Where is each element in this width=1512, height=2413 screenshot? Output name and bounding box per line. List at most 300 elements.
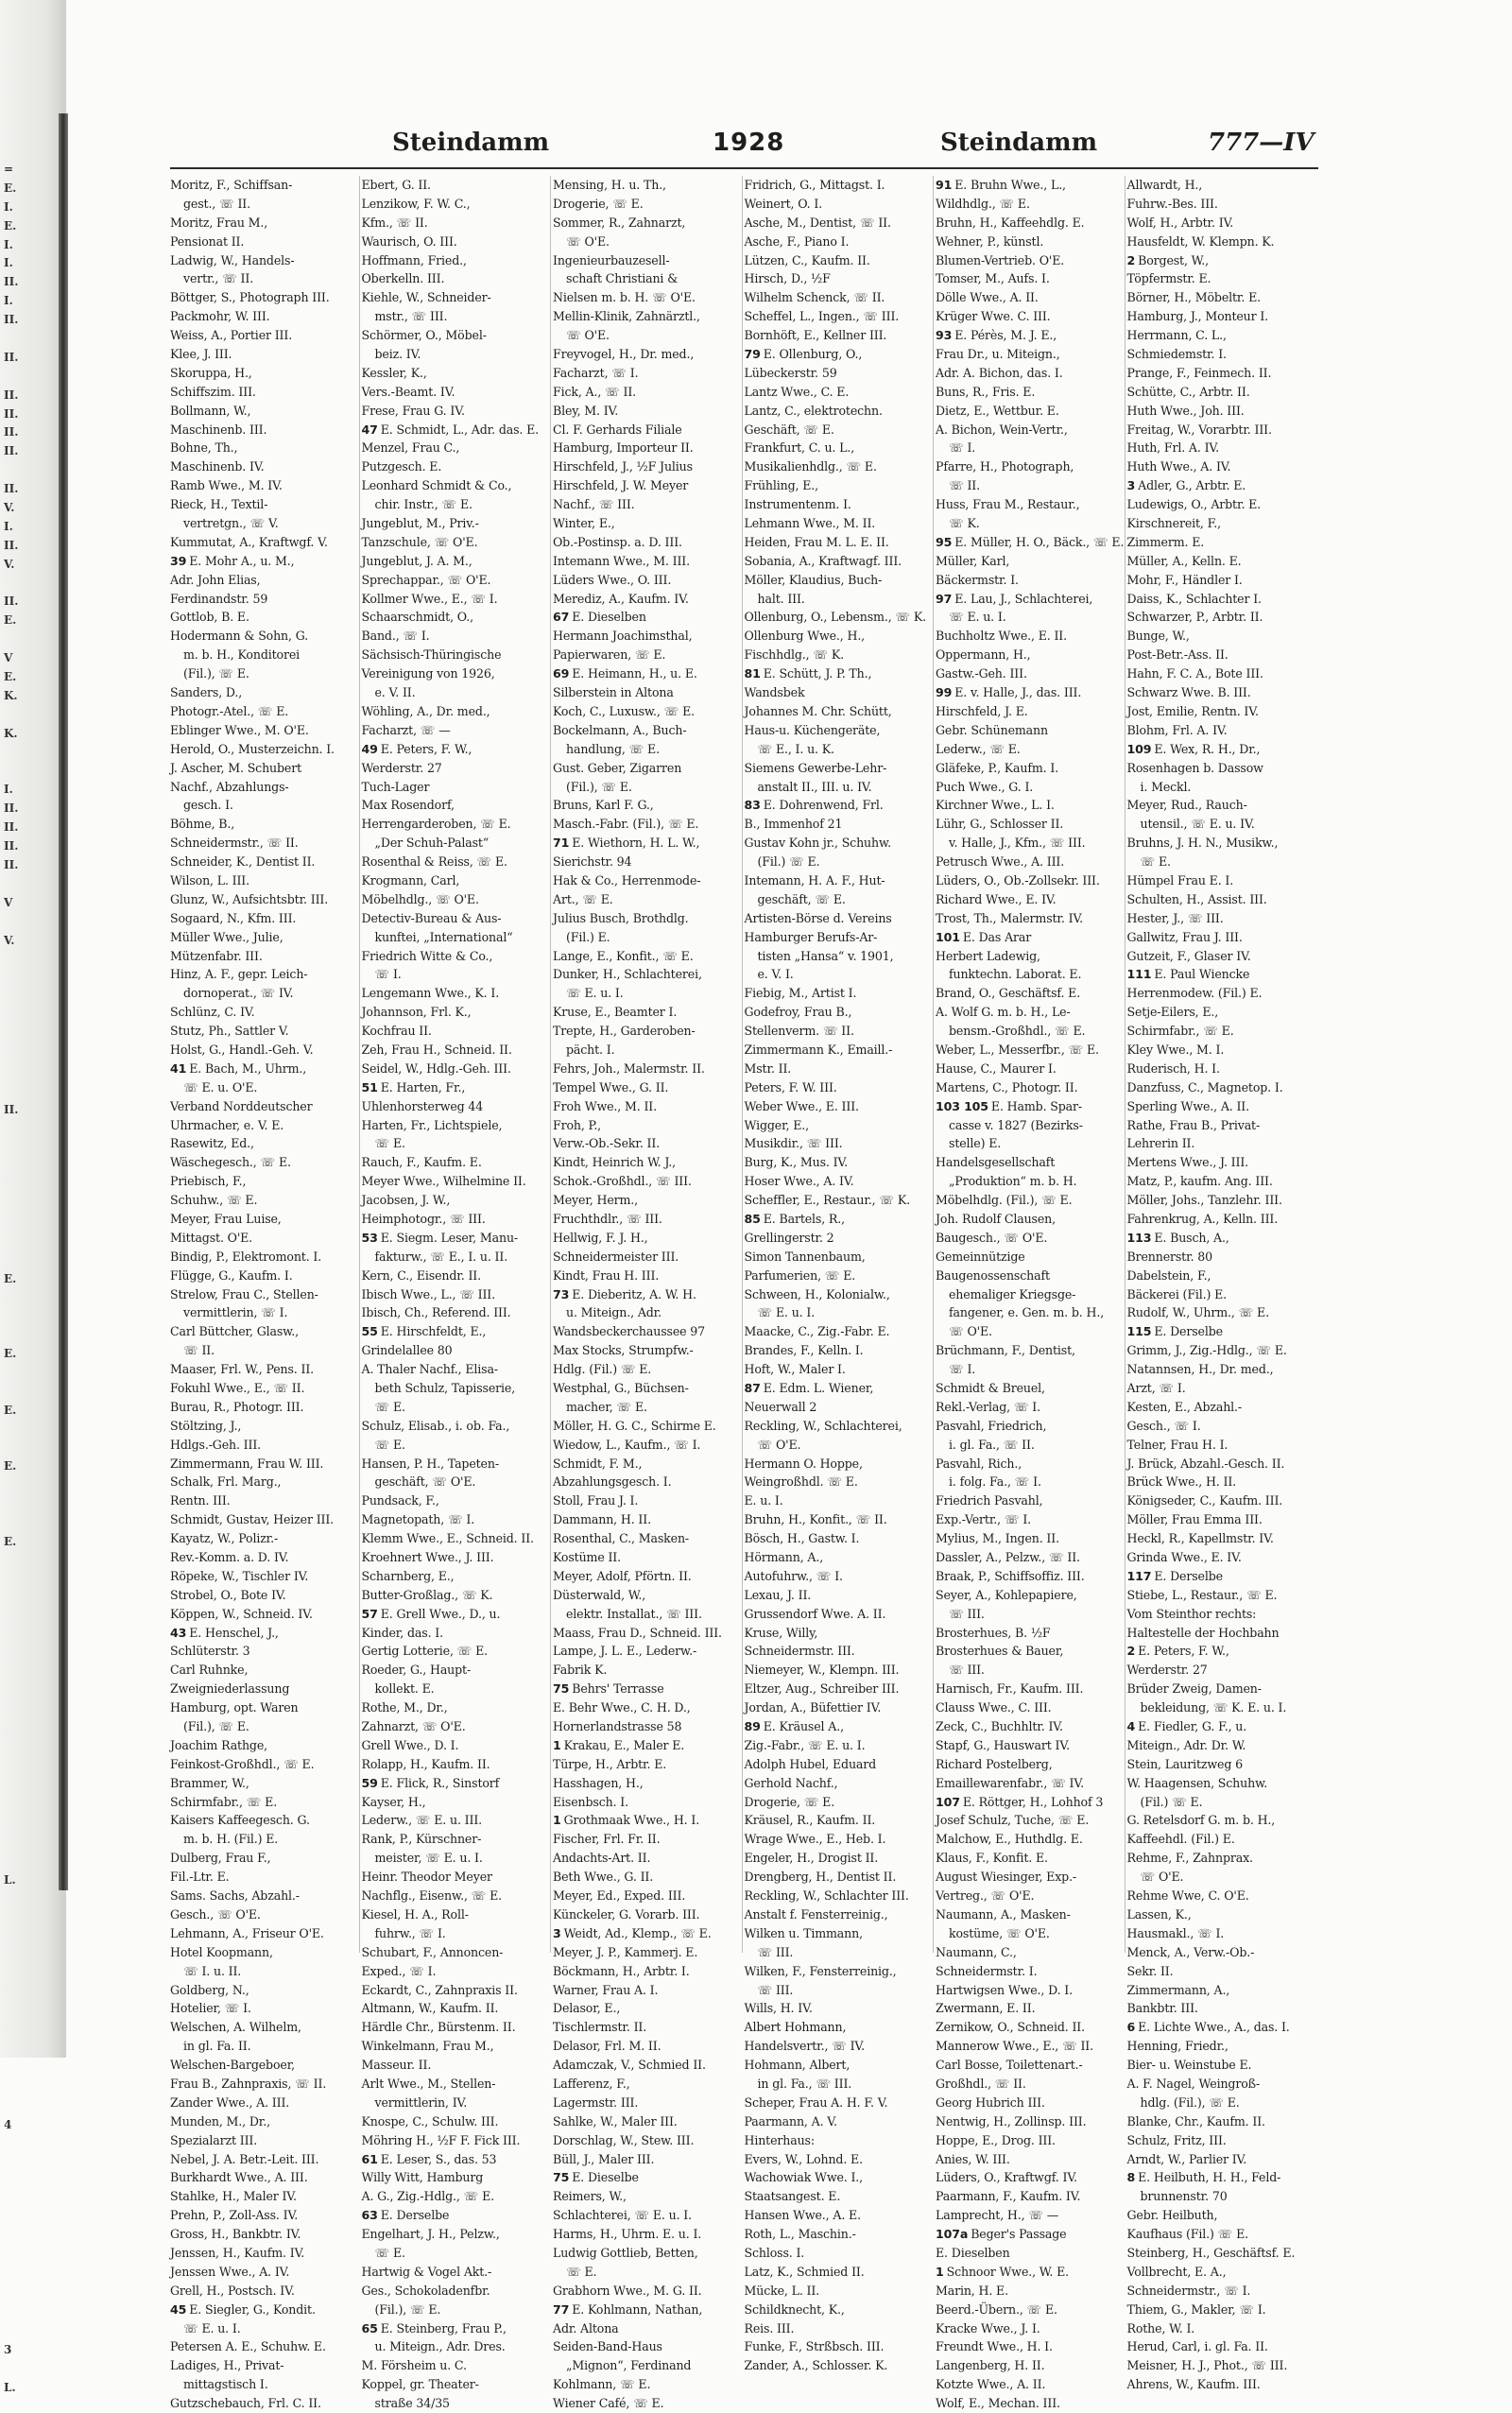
directory-entry: Sächsisch-Thüringische	[361, 647, 502, 663]
directory-entry: Meyer, Rud., Rauch-	[1126, 798, 1247, 813]
directory-entry: ☏ II.	[949, 478, 980, 493]
directory-entry: Silberstein in Altona	[553, 685, 674, 700]
directory-entry: mittagstisch I.	[183, 2377, 268, 2392]
directory-entry: Matz, P., kaufm. Ang. III.	[1126, 1174, 1273, 1189]
directory-entry: Koch, C., Luxusw., ☏ E.	[553, 703, 695, 718]
directory-entry: 107a Beger's Passage	[936, 2227, 1067, 2242]
directory-entry: B., Immenhof 21	[744, 817, 843, 832]
directory-entry: Scharnberg, E.,	[361, 1568, 455, 1583]
left-page-fragment-line: V.	[4, 933, 15, 947]
directory-entry: Meyer, J. P., Kammerj. E.	[553, 1944, 698, 1959]
directory-entry: Haltestelle der Hochbahn	[1126, 1625, 1280, 1640]
directory-entry: gest., ☏ II.	[183, 196, 250, 211]
directory-entry: Wildhdlg., ☏ E.	[936, 196, 1030, 211]
directory-entry: Altmann, W., Kaufm. II.	[361, 2001, 499, 2016]
directory-entry: Carl Büttcher, Glasw.,	[170, 1324, 299, 1339]
column-divider	[742, 176, 743, 1953]
directory-entry: fuhrw., ☏ I.	[374, 1925, 446, 1940]
directory-entry: Johannes M. Chr. Schütt,	[744, 703, 892, 718]
left-page-fragment-line: E.	[4, 1271, 17, 1285]
directory-entry: Arzt, ☏ I.	[1126, 1381, 1186, 1395]
directory-entry: Jungeblut, M., Priv.-	[361, 516, 479, 531]
left-page-fragment-line: E.	[4, 1403, 17, 1417]
directory-entry: Wachowiak Wwe. I.,	[744, 2170, 864, 2185]
directory-entry: Grell Wwe., D. I.	[361, 1737, 459, 1752]
left-page-fragment-line	[4, 1909, 30, 1928]
directory-entry: Rothe, M., Dr.,	[361, 1700, 448, 1715]
directory-entry: Asche, F., Piano I.	[744, 233, 850, 249]
directory-entry: Eblinger Wwe., M. O'E.	[170, 722, 309, 737]
directory-entry: Lübeckerstr. 59	[744, 365, 837, 380]
directory-entry: Martens, C., Photogr. II.	[936, 1079, 1078, 1094]
directory-entry: Wandsbeckerchaussee 97	[553, 1324, 706, 1339]
directory-entry: Huth Wwe., A. IV.	[1126, 459, 1231, 474]
directory-entry: Mittagst. O'E.	[170, 1230, 253, 1245]
directory-entry: Hotel Koopmann,	[170, 1944, 273, 1959]
left-page-fragment-line	[4, 1759, 30, 1778]
left-page-fragment-line	[4, 913, 30, 932]
directory-entry: Frau B., Zahnpraxis, ☏ II.	[170, 2076, 327, 2091]
left-page-fragment-line	[4, 969, 30, 988]
directory-entry: Krogmann, Carl,	[361, 872, 460, 888]
directory-entry: Hdlg. (Fil.) ☏ E.	[553, 1362, 652, 1377]
directory-entry: Hamburg, Importeur II.	[553, 440, 694, 456]
directory-entry: Abzahlungsgesch. I.	[553, 1474, 672, 1490]
directory-entry: Buns, R., Fris. E.	[936, 384, 1036, 399]
directory-entry: Weiss, A., Portier III.	[170, 328, 293, 343]
directory-entry: Hirschfeld, J. W. Meyer	[553, 478, 689, 493]
left-page-fragment-line	[4, 1176, 30, 1195]
left-page-fragment-line	[4, 1590, 30, 1609]
directory-entry: 8 E. Heilbuth, H. H., Feld-	[1126, 2170, 1281, 2185]
directory-entry: Vom Steinthor rechts:	[1126, 1606, 1257, 1621]
directory-columns	[170, 176, 1318, 2411]
directory-entry: Hamburg, opt. Waren	[170, 1700, 299, 1715]
left-page-fragment-line	[4, 2078, 30, 2097]
directory-entry: Sanders, D.,	[170, 685, 243, 700]
directory-entry: Brüchmann, F., Dentist,	[936, 1343, 1075, 1358]
directory-entry: Kesten, E., Abzahl.-	[1126, 1399, 1243, 1414]
left-page-edge	[0, 0, 66, 2395]
directory-entry: Lafferenz, F.,	[553, 2076, 630, 2091]
directory-entry: Zander Wwe., A. III.	[170, 2094, 290, 2110]
directory-entry: Haus-u. Küchengeräte,	[744, 722, 881, 737]
directory-entry: Strelow, Frau C., Stellen-	[170, 1286, 318, 1301]
directory-entry: Jenssen, H., Kaufm. IV.	[170, 2245, 305, 2260]
directory-entry: Wandsbek	[744, 685, 805, 700]
directory-entry: Zander, A., Schlosser. K.	[744, 2358, 888, 2373]
directory-entry: Pundsack, F.,	[361, 1493, 439, 1508]
left-page-fragment-line	[4, 706, 30, 725]
left-page-fragment-line	[4, 1571, 30, 1590]
directory-entry: Tuch-Lager	[361, 779, 430, 794]
directory-entry: Hansen Wwe., A. E.	[744, 2208, 861, 2223]
directory-entry: Lange, E., Konfit., ☏ E.	[553, 948, 694, 963]
directory-entry: Flügge, G., Kaufm. I.	[170, 1267, 293, 1283]
directory-entry: Brammer, W.,	[170, 1775, 249, 1790]
directory-entry: Eisenbsch. I.	[553, 1794, 628, 1809]
directory-entry: Kollmer Wwe., E., ☏ I.	[361, 591, 498, 606]
directory-entry: Waurisch, O. III.	[361, 233, 457, 249]
directory-entry: ehemaliger Kriegsge-	[949, 1286, 1076, 1301]
directory-entry: Hermann Joachimsthal,	[553, 629, 693, 644]
directory-entry: Zweigniederlassung	[170, 1681, 290, 1697]
left-page-fragment-line: II.	[4, 350, 19, 364]
directory-entry: Heiden, Frau M. L. E. II.	[744, 534, 889, 549]
directory-entry: Meisner, H. J., Phot., ☏ III.	[1126, 2358, 1288, 2373]
directory-entry: utensil., ☏ E. u. IV.	[1140, 817, 1255, 832]
directory-entry: beth Schulz, Tapisserie,	[374, 1381, 516, 1395]
directory-entry: Meyer Wwe., Wilhelmine II.	[361, 1174, 526, 1189]
left-page-fragment-line	[4, 1214, 30, 1232]
left-page-fragment-line: II.	[4, 538, 19, 552]
directory-entry: ☏ E. u. I.	[183, 2320, 241, 2335]
directory-entry: Goldberg, N.,	[170, 1982, 249, 1997]
directory-entry: A. F. Nagel, Weingroß-	[1126, 2076, 1260, 2091]
directory-entry: Zeck, C., Buchhltr. IV.	[936, 1719, 1063, 1734]
directory-entry: Hirsch, D., ½F	[744, 271, 831, 286]
directory-entry: Lampe, J. L. E., Lederw.-	[553, 1644, 697, 1659]
directory-entry: Grimm, J., Zig.-Hdlg., ☏ E.	[1126, 1343, 1287, 1358]
directory-entry: Kiehle, W., Schneider-	[361, 290, 491, 305]
left-page-fragment-line	[4, 988, 30, 1007]
directory-entry: Carl Ruhnke,	[170, 1663, 249, 1678]
directory-entry: Nachf., ☏ III.	[553, 497, 635, 512]
directory-entry: Uhlenhorsterweg 44	[361, 1098, 484, 1113]
directory-entry: Türpe, H., Arbtr. E.	[553, 1756, 667, 1771]
directory-entry: Menzel, Frau C.,	[361, 440, 460, 456]
left-page-fragment-line	[4, 1476, 30, 1495]
directory-entry: Frese, Frau G. IV.	[361, 403, 465, 418]
directory-entry: Maschinenb. IV.	[170, 459, 265, 474]
left-page-fragment-line	[4, 2060, 30, 2078]
directory-entry: Delasor, E.,	[553, 2001, 621, 2016]
directory-entry: Schneidermstr. I.	[936, 1963, 1038, 1978]
directory-entry: Hausmakl., ☏ I.	[1126, 1925, 1225, 1940]
directory-entry: Handelsgesellschaft	[936, 1155, 1056, 1170]
directory-entry: Herbert Ladewig,	[936, 948, 1040, 963]
directory-entry: Lehrerin II.	[1126, 1136, 1195, 1151]
directory-entry: Büll, J., Maler III.	[553, 2151, 655, 2166]
directory-entry: Prehn, P., Zoll-Ass. IV.	[170, 2208, 299, 2223]
directory-entry: Lehmann, A., Friseur O'E.	[170, 1925, 324, 1940]
directory-entry: Gallwitz, Frau J. III.	[1126, 929, 1243, 944]
directory-entry: Roth, L., Maschin.-	[744, 2227, 856, 2242]
directory-entry: Adamczak, V., Schmied II.	[553, 2058, 706, 2073]
directory-entry: Stahlke, H., Maler IV.	[170, 2189, 297, 2204]
directory-entry: Rehme Wwe, C. O'E.	[1126, 1888, 1249, 1904]
directory-entry: Scheper, Frau A. H. F. V.	[744, 2094, 888, 2110]
directory-entry: Gutzschebauch, Frl. C. II.	[170, 2396, 321, 2411]
directory-entry: Schulten, H., Assist. III.	[1126, 891, 1267, 906]
directory-entry: Ludwig Gottlieb, Betten,	[553, 2245, 698, 2260]
directory-entry: 103 105 E. Hamb. Spar-	[936, 1098, 1082, 1113]
directory-entry: Strobel, O., Bote IV.	[170, 1587, 286, 1602]
left-page-fragment-line: E.	[4, 613, 17, 628]
directory-entry: Heinr. Theodor Meyer	[361, 1870, 492, 1885]
directory-entry: Ingenieurbauzesell-	[553, 252, 670, 267]
directory-entry: Skoruppa, H.,	[170, 365, 252, 380]
directory-entry: Wigger, E.,	[744, 1117, 810, 1132]
directory-entry: ☏ III.	[949, 1663, 985, 1678]
directory-entry: Gebr. Heilbuth,	[1126, 2208, 1218, 2223]
left-page-fragment-line: =	[4, 163, 14, 176]
directory-entry: Lengemann Wwe., K. I.	[361, 986, 500, 1001]
directory-entry: Stapf, G., Hauswart IV.	[936, 1737, 1070, 1752]
directory-entry: macher, ☏ E.	[566, 1399, 647, 1414]
directory-entry: Funke, F., Strßbsch. III.	[744, 2339, 885, 2354]
directory-entry: funktechn. Laborat. E.	[949, 967, 1082, 982]
left-page-fragment-line	[4, 1514, 30, 1533]
directory-entry: Brosterhues & Bauer,	[936, 1644, 1064, 1659]
directory-entry: ☏ O'E.	[949, 1324, 992, 1339]
directory-entry: Clauss Wwe., C. III.	[936, 1700, 1052, 1715]
directory-entry: Lantz Wwe., C. E.	[744, 384, 850, 399]
directory-column-5	[936, 176, 1125, 2411]
directory-entry: brunnenstr. 70	[1140, 2189, 1228, 2204]
directory-entry: Zeh, Frau H., Schneid. II.	[361, 1042, 512, 1057]
left-page-fragment-line: II.	[4, 857, 19, 871]
directory-entry: 99 E. v. Halle, J., das. III.	[936, 685, 1082, 700]
left-page-fragment-line: II.	[4, 313, 19, 327]
directory-entry: ☏ O'E.	[566, 233, 610, 249]
left-page-fragment-line	[4, 1364, 30, 1383]
directory-entry: Lederw., ☏ E.	[936, 741, 1021, 756]
directory-entry: Merediz, A., Kaufm. IV.	[553, 591, 689, 606]
directory-entry: Lenzikow, F. W. C.,	[361, 196, 471, 211]
directory-entry: Hause, C., Maurer I.	[936, 1060, 1057, 1076]
directory-entry: Kindt, Heinrich W. J.,	[553, 1155, 676, 1170]
directory-entry: 81 E. Schütt, J. P. Th.,	[744, 666, 872, 681]
directory-entry: Schlüterstr. 3	[170, 1644, 250, 1659]
directory-entry: Joachim Rathge,	[170, 1737, 267, 1752]
directory-entry: Gottlob, B. E.	[170, 610, 249, 625]
directory-entry: Vers.-Beamt. IV.	[361, 384, 455, 399]
column-divider	[550, 176, 551, 1953]
directory-entry: Marin, H. E.	[936, 2283, 1008, 2298]
directory-entry: ☏ I.	[949, 1362, 976, 1377]
directory-entry: kostüme, ☏ O'E.	[949, 1925, 1050, 1940]
left-page-fragment-line: L.	[4, 2381, 16, 2395]
directory-entry: Johannson, Frl. K.,	[361, 1005, 472, 1020]
directory-entry: 91 E. Bruhn Wwe., L.,	[936, 178, 1066, 192]
directory-entry: Kummutat, A., Kraftwgf. V.	[170, 534, 328, 549]
directory-entry: Warner, Frau A. I.	[553, 1982, 659, 1997]
directory-entry: Beerd.-Übern., ☏ E.	[936, 2301, 1057, 2317]
directory-entry: Schlachterei, ☏ E. u. I.	[553, 2208, 692, 2223]
directory-entry: Schneider, K., Dentist II.	[170, 854, 316, 870]
directory-entry: Post-Betr.-Ass. II.	[1126, 647, 1228, 663]
directory-entry: 97 E. Lau, J., Schlachterei,	[936, 591, 1093, 606]
directory-entry: Fokuhl Wwe., E., ☏ II.	[170, 1381, 305, 1395]
left-page-fragment-line	[4, 1984, 30, 2003]
directory-entry: Böttger, S., Photograph III.	[170, 290, 330, 305]
directory-entry: Schirmfabr., ☏ E.	[1126, 1024, 1234, 1039]
directory-entry: Huth Wwe., Joh. III.	[1126, 403, 1245, 418]
directory-entry: E. Dieselben	[936, 2245, 1010, 2260]
directory-entry: Facharzt, ☏ I.	[553, 365, 639, 380]
directory-entry: Hirschfeld, J., ½F Julius	[553, 459, 693, 474]
left-page-fragment-line	[4, 1326, 30, 1345]
left-page-fragment-line	[4, 2210, 30, 2229]
directory-entry: Emaillewarenfabr., ☏ IV.	[936, 1775, 1084, 1790]
directory-entry: Fridrich, G., Mittagst. I.	[744, 178, 885, 192]
directory-entry: 85 E. Bartels, R.,	[744, 1211, 845, 1226]
left-page-fragment-line	[4, 1383, 30, 1402]
directory-entry: Hümpel Frau E. I.	[1126, 872, 1234, 888]
directory-entry: Sprechappar., ☏ O'E.	[361, 572, 491, 587]
directory-entry: Meyer, Adolf, Pförtn. II.	[553, 1568, 692, 1583]
directory-entry: Malchow, E., Huthdlg. E.	[936, 1832, 1083, 1847]
directory-entry: Vertreg., ☏ O'E.	[936, 1888, 1035, 1904]
year-heading: 1928	[713, 129, 785, 157]
directory-entry: Hamburger Berufs-Ar-	[744, 929, 878, 944]
directory-entry: Adr. A. Bichon, das. I.	[936, 365, 1063, 380]
directory-entry: Fehrs, Joh., Malermstr. II.	[553, 1060, 705, 1076]
directory-entry: Exped., ☏ I.	[361, 1963, 437, 1978]
directory-entry: Hansen, P. H., Tapeten-	[361, 1456, 499, 1471]
directory-entry: Dammann, H. II.	[553, 1512, 651, 1527]
directory-entry: v. Halle, J., Kfm., ☏ III.	[949, 836, 1086, 851]
directory-entry: Verband Norddeutscher	[170, 1098, 313, 1113]
directory-entry: Künckeler, G. Vorarb. III.	[553, 1906, 700, 1922]
directory-entry: Kotzte Wwe., A. II.	[936, 2377, 1046, 2392]
directory-entry: Nentwig, H., Zollinsp. III.	[936, 2113, 1087, 2129]
directory-entry: Rank, P., Kürschner-	[361, 1832, 482, 1847]
directory-entry: 1 Grothmaak Wwe., H. I.	[553, 1813, 700, 1828]
directory-entry: Heimphotogr., ☏ III.	[361, 1211, 486, 1226]
directory-entry: chir. Instr., ☏ E.	[374, 497, 472, 512]
directory-entry: Maaser, Frl. W., Pens. II.	[170, 1362, 315, 1377]
directory-entry: Maschinenb. III.	[170, 422, 267, 437]
left-page-fragment-line	[4, 875, 30, 894]
directory-entry: A. Bichon, Wein-Vertr.,	[936, 422, 1068, 437]
directory-page	[142, 123, 1314, 2411]
left-page-fragment-line: II.	[4, 406, 19, 421]
directory-entry: Papierwaren, ☏ E.	[553, 647, 666, 663]
directory-entry: Geschäft, ☏ E.	[744, 422, 834, 437]
left-page-fragment-line: I.	[4, 256, 13, 270]
directory-entry: 87 E. Edm. L. Wiener,	[744, 1381, 874, 1395]
directory-entry: Lützen, C., Kaufm. II.	[744, 252, 870, 267]
directory-entry: Schulz, Elisab., i. ob. Fa.,	[361, 1418, 510, 1433]
directory-entry: Vereinigung von 1926,	[361, 666, 495, 681]
directory-entry: Packmohr, W. III.	[170, 309, 270, 324]
directory-entry: Oppermann, H.,	[936, 647, 1031, 663]
directory-entry: Zimmerm. E.	[1126, 534, 1205, 549]
directory-entry: Henning, Friedr.,	[1126, 2039, 1228, 2054]
directory-entry: Kayser, H.,	[361, 1794, 426, 1809]
directory-entry: Werderstr. 27	[1126, 1663, 1208, 1678]
directory-entry: Schmiedemstr. I.	[1126, 347, 1227, 362]
directory-entry: (Fil.) E.	[566, 929, 610, 944]
directory-entry: Herrengarderoben, ☏ E.	[361, 817, 511, 832]
directory-entry: Oberkelln. III.	[361, 271, 445, 286]
directory-entry: m. b. H. (Fil.) E.	[183, 1832, 279, 1847]
directory-entry: Jordan, A., Büfettier IV.	[744, 1700, 882, 1715]
left-page-fragment-line	[4, 368, 30, 387]
directory-entry: i. Meckl.	[1140, 779, 1192, 794]
directory-entry: Gebr. Schünemann	[936, 722, 1048, 737]
directory-entry: Ibisch, Ch., Referend. III.	[361, 1305, 511, 1320]
directory-entry: Schwarz Wwe. B. III.	[1126, 685, 1251, 700]
left-page-fragment-line: V.	[4, 557, 15, 571]
left-page-fragment-line: I.	[4, 294, 13, 308]
directory-entry: Masch.-Fabr. (Fil.), ☏ E.	[553, 817, 699, 832]
directory-entry: Möbelhdlg. (Fil.), ☏ E.	[936, 1193, 1073, 1208]
left-page-fragment-line: II.	[4, 275, 19, 289]
directory-entry: Reimers, W.,	[553, 2189, 627, 2204]
directory-entry: Bockelmann, A., Buch-	[553, 722, 687, 737]
directory-entry: Vollbrecht, E. A.,	[1126, 2264, 1227, 2279]
directory-entry: Masseur. II.	[361, 2058, 432, 2073]
column-divider	[933, 176, 934, 1953]
directory-entry: Stiebe, L., Restaur., ☏ E.	[1126, 1587, 1278, 1602]
left-page-fragment-line	[4, 1082, 30, 1101]
directory-entry: Brand, O., Geschäftsf. E.	[936, 986, 1081, 1001]
directory-entry: 107 E. Röttger, H., Lohhof 3	[936, 1794, 1104, 1809]
directory-entry: Georg Hubrich III.	[936, 2094, 1045, 2110]
directory-entry: Schaarschmidt, O.,	[361, 610, 473, 625]
directory-entry: Kostüme II.	[553, 1550, 621, 1565]
directory-entry: Musikdir., ☏ III.	[744, 1136, 843, 1151]
directory-entry: Neuerwall 2	[744, 1399, 817, 1414]
directory-entry: Wilken, F., Fensterreinig.,	[744, 1963, 897, 1978]
directory-entry: pächt. I.	[566, 1042, 615, 1057]
directory-entry: Brandes, F., Kelln. I.	[744, 1343, 864, 1358]
directory-entry: „Der Schuh-Palast“	[374, 836, 490, 851]
directory-entry: geschäft, ☏ O'E.	[374, 1474, 476, 1490]
directory-entry: Fischhdlg., ☏ K.	[744, 647, 844, 663]
directory-entry: Baugenossenschaft	[936, 1267, 1050, 1283]
directory-entry: meister, ☏ E. u. I.	[374, 1851, 483, 1866]
directory-entry: Blohm, Frl. A. IV.	[1126, 722, 1228, 737]
directory-entry: Setje-Eilers, E.,	[1126, 1005, 1219, 1020]
directory-entry: Knospe, C., Schulw. III.	[361, 2113, 499, 2129]
directory-entry: 43 E. Henschel, J.,	[170, 1625, 279, 1640]
directory-entry: Kirchner Wwe., L. I.	[936, 798, 1055, 813]
left-page-fragment-line	[4, 2041, 30, 2060]
directory-entry: 3 Weidt, Ad., Klemp., ☏ E.	[553, 1925, 712, 1940]
directory-entry: Tomser, M., Aufs. I.	[936, 271, 1050, 286]
directory-entry: Moritz, Frau M.,	[170, 215, 268, 230]
left-page-fragment-line: I.	[4, 519, 13, 533]
directory-entry: ☏ O'E.	[757, 1437, 801, 1452]
street-heading-left: Steindamm	[392, 129, 550, 157]
directory-entry: ☏ E. u. I.	[949, 610, 1006, 625]
directory-entry: stelle) E.	[949, 1136, 1002, 1151]
directory-entry: Stoll, Frau J. I.	[553, 1493, 639, 1508]
directory-entry: Richard Postelberg,	[936, 1756, 1053, 1771]
directory-entry: Froh Wwe., M. II.	[553, 1098, 657, 1113]
directory-entry: M. Försheim u. C.	[361, 2358, 467, 2373]
left-page-fragment-line	[4, 1138, 30, 1157]
directory-entry: Bruhn, H., Kaffeehdlg. E.	[936, 215, 1085, 230]
directory-entry: Stöltzing, J.,	[170, 1418, 242, 1433]
directory-entry: Zimmermann, Frau W. III.	[170, 1456, 324, 1471]
directory-entry: Photogr.-Atel., ☏ E.	[170, 703, 289, 718]
directory-entry: Ladiges, H., Privat-	[170, 2358, 284, 2373]
directory-entry: 49 E. Peters, F. W.,	[361, 741, 472, 756]
directory-entry: Schmidt & Breuel,	[936, 1381, 1045, 1395]
directory-entry: 83 E. Dohrenwend, Frl.	[744, 798, 884, 813]
directory-entry: Rosenhagen b. Dassow	[1126, 760, 1263, 775]
directory-entry: 3 Adler, G., Arbtr. E.	[1126, 478, 1246, 493]
directory-entry: (Fil.), ☏ E.	[566, 779, 632, 794]
directory-entry: Leonhard Schmidt & Co.,	[361, 478, 512, 493]
directory-entry: „Mignon“, Ferdinand	[566, 2358, 692, 2373]
directory-entry: E. Behr Wwe., C. H. D.,	[553, 1700, 691, 1715]
